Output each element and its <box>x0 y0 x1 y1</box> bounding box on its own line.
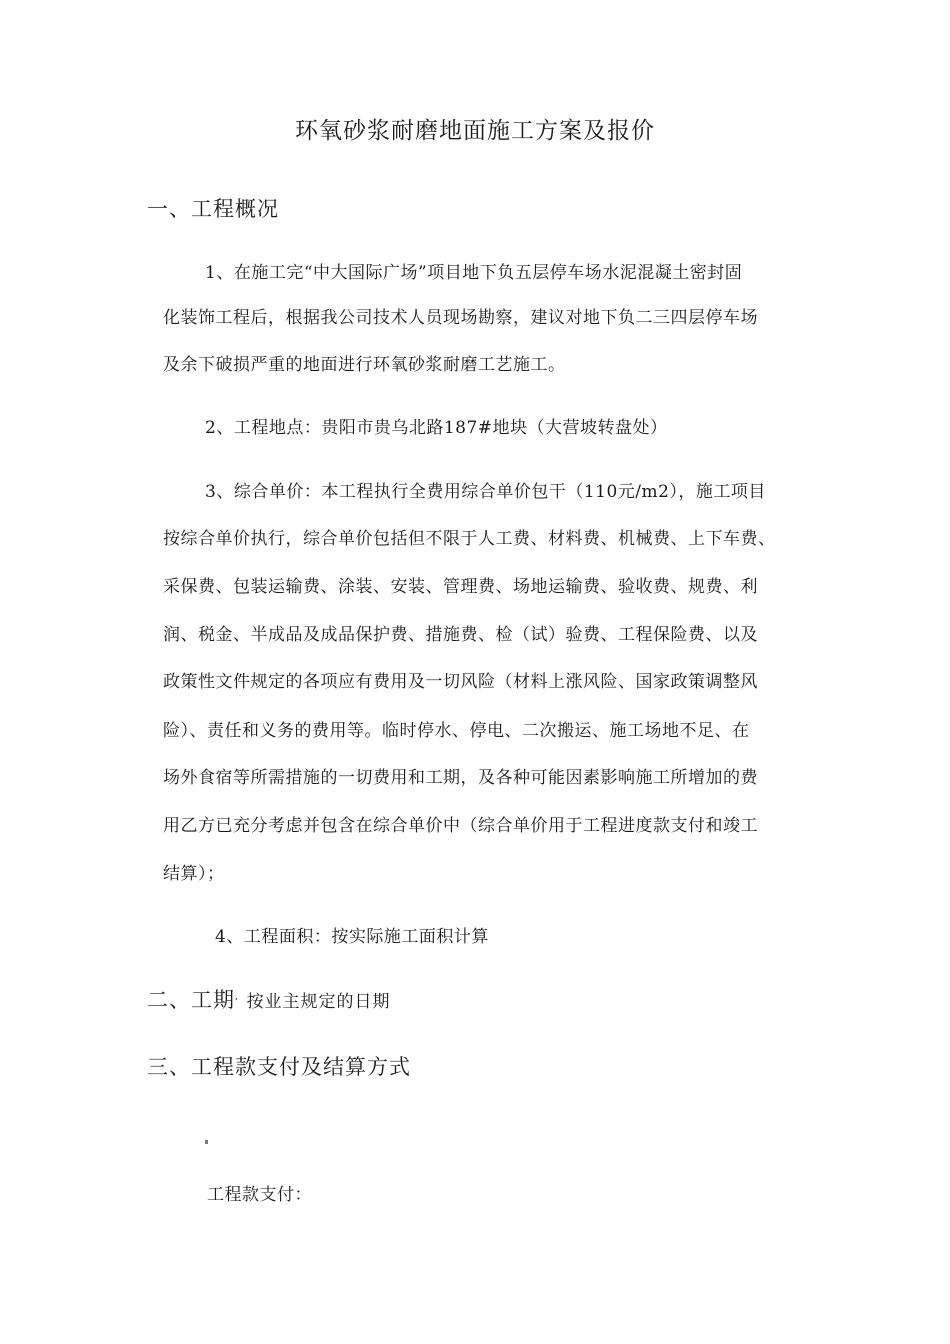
section-heading-schedule: 二、工期, 按业主规定的日期 <box>147 988 391 1012</box>
schedule-heading-label: 二、工期 <box>147 988 235 1012</box>
item4-area: 4、工程面积：按实际施工面积计算 <box>215 927 489 947</box>
stray-mark <box>205 1140 208 1144</box>
item3-line-9: 结算）； <box>163 864 225 884</box>
item1-line-3: 及余下破损严重的地面进行环氧砂浆耐磨工艺施工。 <box>163 355 566 375</box>
item3-line-8: 用乙方已充分考虑并包含在综合单价中（综合单价用于工程进度款支付和竣工 <box>163 816 758 836</box>
item3-line-6: 险）、责任和义务的费用等。临时停水、停电、二次搬运、施工场地不足、在 <box>163 721 750 741</box>
item3-line-4: 润、税金、半成品及成品保护费、措施费、检（试）验费、工程保险费、以及 <box>163 625 758 645</box>
item3-line-2: 按综合单价执行，综合单价包括但不限于人工费、材料费、机械费、上下车费、 <box>163 529 776 549</box>
item3-line-3: 采保费、包装运输费、涂装、安装、管理费、场地运输费、验收费、规费、利 <box>163 577 758 597</box>
section-heading-overview: 一、工程概况 <box>147 197 279 221</box>
item1-line-1: 1、在施工完“中大国际广场”项目地下负五层停车场水泥混凝土密封固 <box>205 263 743 283</box>
schedule-text: 按业主规定的日期 <box>246 992 391 1012</box>
item3-line-5: 政策性文件规定的各项应有费用及一切风险（材料上涨风险、国家政策调整风 <box>163 672 758 692</box>
document-title: 环氧砂浆耐磨地面施工方案及报价 <box>295 118 655 144</box>
payment-subheading: 工程款支付： <box>207 1185 312 1205</box>
item2-location: 2、工程地点：贵阳市贵乌北路187#地块（大营坡转盘处） <box>205 418 668 438</box>
section-heading-payment: 三、工程款支付及结算方式 <box>147 1055 411 1079</box>
item1-line-2: 化装饰工程后，根据我公司技术人员现场勘察，建议对地下负二三四层停车场 <box>163 308 758 328</box>
item3-line-7: 场外食宿等所需措施的一切费用和工期，及各种可能因素影响施工所增加的费 <box>163 768 758 788</box>
item3-line-1: 3、综合单价：本工程执行全费用综合单价包干（110元/m2），施工项目 <box>205 482 766 502</box>
